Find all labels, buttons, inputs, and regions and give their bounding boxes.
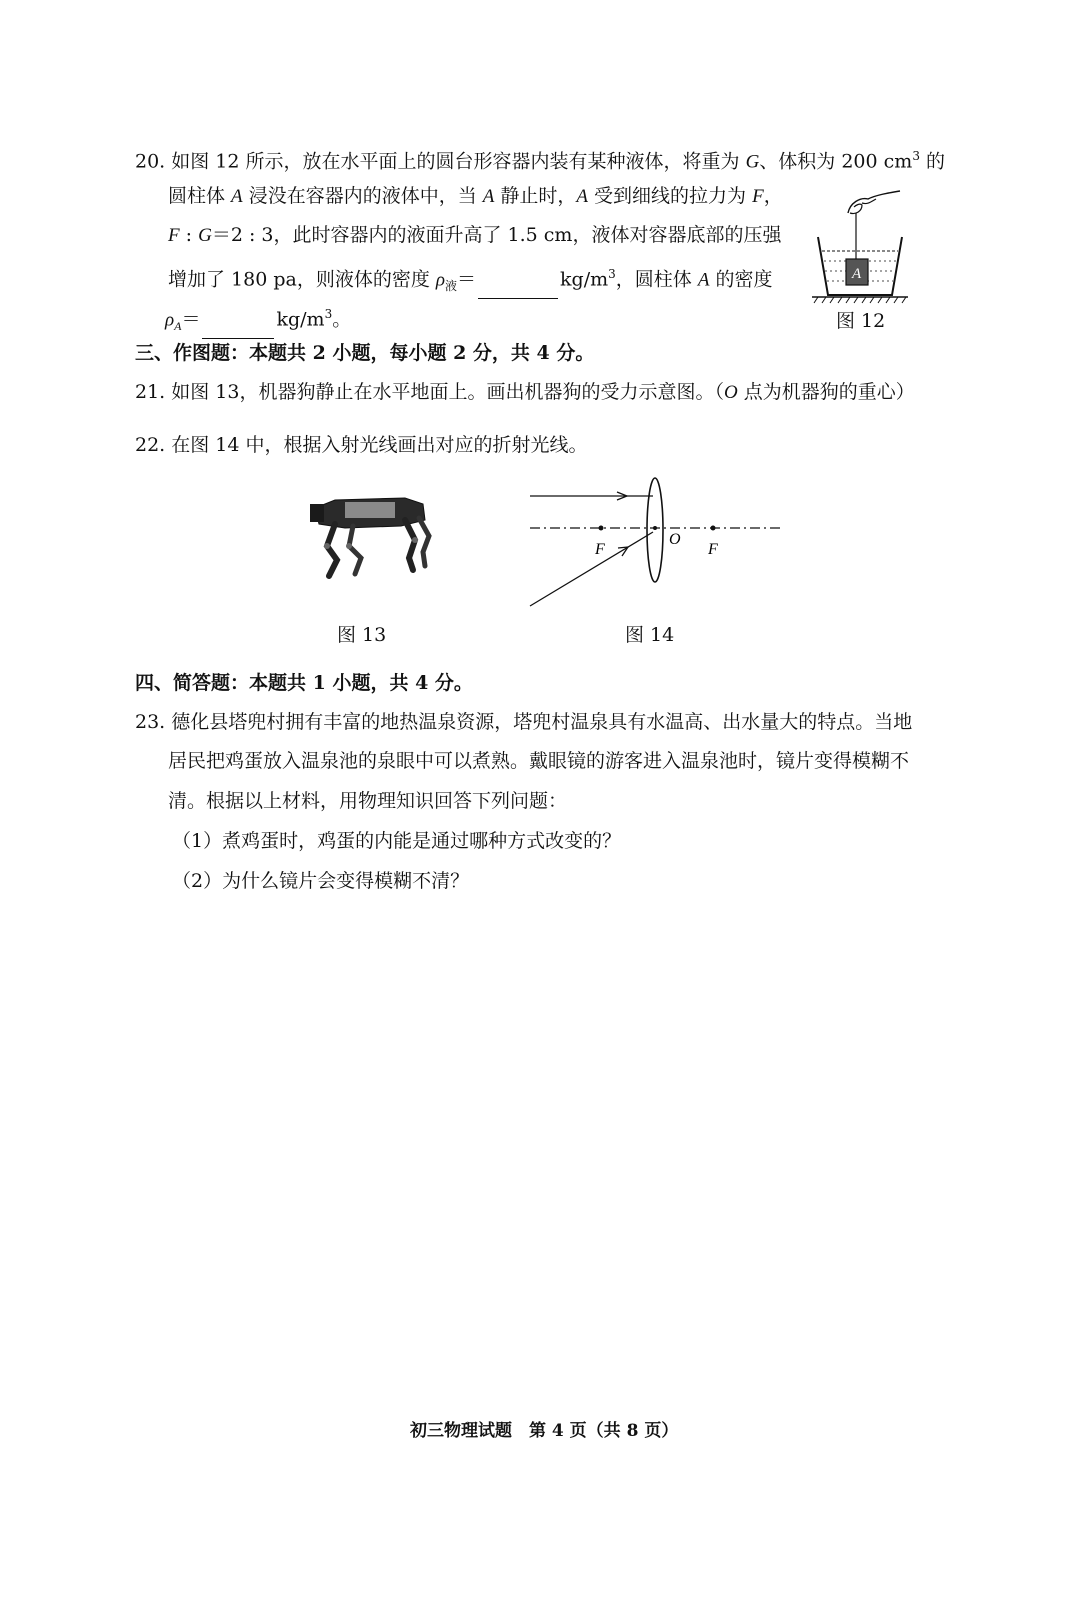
answer-blank-cylinder-density[interactable] — [202, 318, 274, 339]
var-A: A — [697, 269, 710, 291]
figure-13-caption: 图 13 — [337, 624, 387, 646]
subscript-A: A — [174, 319, 182, 334]
q20-line4 — [168, 261, 772, 299]
q23-line2: 居民把鸡蛋放入温泉池的泉眼中可以煮熟。戴眼镜的游客进入温泉池时，镜片变得模糊不 — [168, 750, 910, 772]
label-F-right: F — [708, 541, 718, 558]
var-A: A — [231, 186, 243, 207]
q20-text: ＝ — [181, 308, 201, 331]
q20-text: 浸没在容器内的液体中，当 — [242, 185, 483, 207]
var-rho: ρ — [435, 269, 445, 291]
label-F-left: F — [595, 541, 605, 558]
q21-text-part: 点为机器狗的重心） — [737, 381, 915, 403]
q20-line5 — [165, 301, 351, 339]
q20-line1 — [135, 143, 945, 175]
q20-text: 。 — [332, 308, 352, 331]
var-A: A — [482, 186, 495, 207]
figure-13-robot-dog — [305, 490, 445, 590]
cylinder-label: A — [852, 266, 862, 282]
var-F: F — [168, 225, 180, 246]
q23-line3: 清。根据以上材料，用物理知识回答下列问题： — [168, 790, 568, 812]
unit: kg/m — [560, 268, 609, 291]
q20-text: 20. 如图 12 所示，放在水平面上的圆台形容器内装有某种液体，将重为 — [135, 150, 746, 173]
hand-icon — [848, 191, 900, 213]
unit: kg/m — [276, 308, 325, 331]
var-G: G — [198, 225, 212, 246]
q21-text-part: 21. 如图 13，机器狗静止在水平地面上。画出机器狗的受力示意图。（ — [135, 381, 724, 403]
q20-text: ，圆柱体 — [615, 268, 698, 291]
q20-text: 静止时， — [494, 185, 577, 207]
q22-text: 22. 在图 14 中，根据入射光线画出对应的折射光线。 — [135, 434, 588, 456]
q20-line2 — [168, 183, 783, 210]
incident-ray-through-focus — [530, 532, 653, 606]
q21-text — [135, 379, 915, 406]
optical-center — [653, 526, 657, 530]
label-O: O — [669, 531, 681, 548]
figure-12-container-diagram — [810, 185, 910, 310]
superscript: 3 — [912, 149, 920, 163]
page-footer: 初三物理试题 第 4 页（共 8 页） — [410, 1421, 679, 1441]
section-3-heading: 三、作图题：本题共 2 小题，每小题 2 分，共 4 分。 — [135, 342, 595, 364]
var-A: A — [576, 186, 589, 207]
q20-text: : — [179, 224, 199, 246]
q20-text: 的 — [919, 150, 945, 173]
answer-blank-liquid-density[interactable] — [478, 278, 558, 299]
q23-line1: 23. 德化县塔兜村拥有丰富的地热温泉资源，塔兜村温泉具有水温高、出水量大的特点。当地 — [135, 711, 913, 733]
q20-text: 受到细线的拉力为 — [588, 185, 753, 207]
q23-subquestion-1: （1）煮鸡蛋时，鸡蛋的内能是通过哪种方式改变的？ — [172, 830, 622, 852]
figure-14-lens-diagram — [525, 470, 790, 610]
q20-text: 、体积为 200 cm — [759, 150, 913, 173]
var-rho: ρ — [165, 309, 175, 331]
q20-text: 的密度 — [709, 268, 773, 291]
q20-line3 — [168, 222, 781, 249]
subscript-liquid: 液 — [445, 279, 458, 294]
q20-text: ＝ — [457, 268, 477, 291]
figure-14-caption: 图 14 — [625, 624, 675, 646]
q20-text: 增加了 180 pa，则液体的密度 — [168, 268, 436, 291]
focal-point-left — [599, 526, 604, 531]
section-4-heading: 四、简答题：本题共 1 小题，共 4 分。 — [135, 672, 473, 694]
focal-point-right — [711, 526, 716, 531]
q20-text: 圆柱体 — [168, 185, 232, 207]
var-F: F — [752, 186, 764, 207]
figure-12-caption: 图 12 — [836, 310, 886, 332]
superscript: 3 — [324, 307, 333, 321]
var-O: O — [723, 382, 738, 403]
superscript: 3 — [608, 267, 616, 281]
var-G: G — [745, 151, 760, 173]
q20-text: ， — [763, 185, 783, 207]
q20-text: ＝2 : 3，此时容器内的液面升高了 1.5 cm，液体对容器底部的压强 — [211, 224, 782, 246]
q23-subquestion-2: （2）为什么镜片会变得模糊不清？ — [172, 870, 470, 892]
